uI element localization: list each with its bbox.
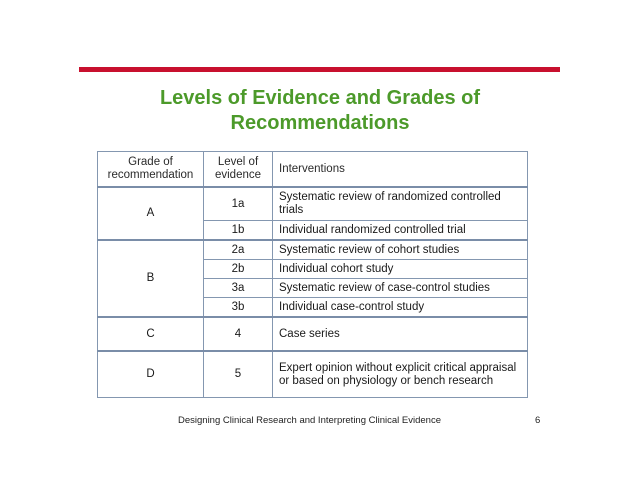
- slide-title: [100, 86, 540, 136]
- level-cell: 3a: [204, 279, 273, 298]
- level-cell: 3b: [204, 298, 273, 318]
- page-number: 6: [535, 415, 541, 426]
- level-cell: 1a: [204, 187, 273, 221]
- grade-cell-b: B: [98, 240, 204, 317]
- intervention-cell: Systematic review of cohort studies: [273, 240, 528, 260]
- level-cell: 5: [204, 351, 273, 398]
- slide-title-line-1: Levels of Evidence and Grades of: [159, 87, 481, 109]
- footer-course-title: Designing Clinical Research and Interpreting Clinical Evidence: [178, 415, 441, 426]
- intervention-cell: Individual cohort study: [273, 260, 528, 279]
- header-level: Level of evidence: [204, 152, 273, 188]
- table-row: [98, 317, 528, 351]
- intervention-cell: Expert opinion without explicit critical appraisal or based on physiology or bench research: [273, 351, 528, 398]
- intervention-cell: Individual case-control study: [273, 298, 528, 318]
- intervention-cell: Individual randomized controlled trial: [273, 221, 528, 241]
- intervention-cell: Systematic review of randomized controlled trials: [273, 187, 528, 221]
- evidence-levels-table: [97, 151, 528, 398]
- table-row: [98, 351, 528, 398]
- title-divider-rule: [79, 67, 560, 72]
- grade-cell-c: C: [98, 317, 204, 351]
- header-interventions: Interventions: [273, 152, 528, 188]
- header-grade: Grade of recommendation: [98, 152, 204, 188]
- intervention-cell: Systematic review of case-control studies: [273, 279, 528, 298]
- level-cell: 2b: [204, 260, 273, 279]
- slide-title-line-2: Recommendations: [230, 112, 410, 134]
- level-cell: 2a: [204, 240, 273, 260]
- table-row: [98, 187, 528, 221]
- intervention-cell: Case series: [273, 317, 528, 351]
- level-cell: 1b: [204, 221, 273, 241]
- level-cell: 4: [204, 317, 273, 351]
- grade-cell-d: D: [98, 351, 204, 398]
- table-row: [98, 240, 528, 260]
- table-header-row: [98, 152, 528, 188]
- grade-cell-a: A: [98, 187, 204, 240]
